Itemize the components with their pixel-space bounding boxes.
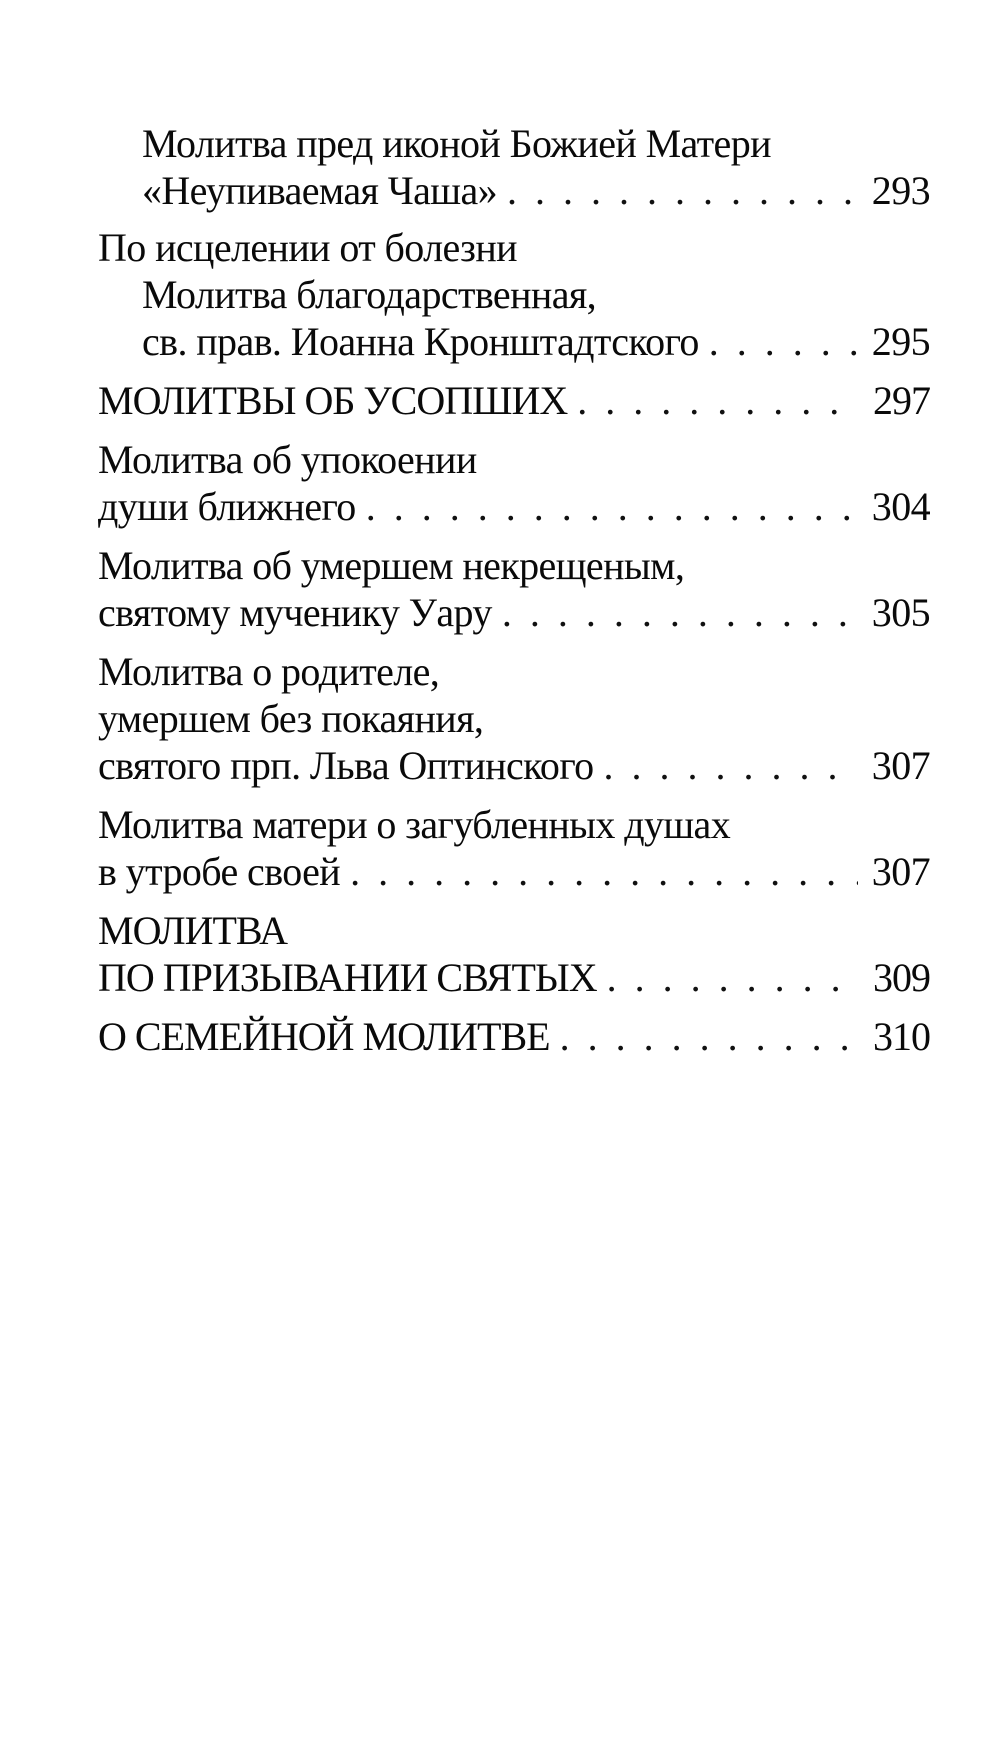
toc-entry-text: ПО ПРИЗЫВАНИИ СВЯТЫХ: [98, 955, 597, 1000]
toc-entry-line: [98, 224, 930, 271]
toc-entry: [98, 271, 930, 365]
toc-page-number: 295: [871, 319, 930, 364]
toc-entry-line: [98, 120, 930, 167]
toc-leader-dots: [492, 589, 858, 636]
toc-entry-line: [98, 589, 930, 636]
toc-page-number: 305: [871, 590, 930, 635]
toc-entry-text: Молитва о родителе,: [98, 649, 440, 694]
toc-entry: [98, 224, 930, 271]
toc-page-number: 309: [873, 955, 930, 1000]
toc-entry-text: умершем без покаяния,: [98, 696, 484, 741]
toc-entry-text: в утробе своей: [98, 849, 341, 894]
toc-leader-dots: [550, 1013, 858, 1060]
toc-entry-line: [98, 436, 930, 483]
toc-entry-line: [98, 954, 930, 1001]
toc-entry: [98, 907, 930, 1001]
toc-page-number: 304: [871, 484, 930, 529]
toc-entry-line: [98, 167, 930, 214]
toc-page-number: 297: [873, 378, 930, 423]
toc-entry: [98, 1013, 930, 1060]
toc-entry: [98, 801, 930, 895]
toc-entry-text: святого прп. Льва Оптинского: [98, 743, 594, 788]
toc-leader-dots: [699, 318, 858, 365]
toc-leader-dots: [597, 954, 858, 1001]
toc-entry-text: души ближнего: [98, 484, 356, 529]
toc-entry: [98, 377, 930, 424]
toc-entry-line: [98, 801, 930, 848]
toc-entry-line: [98, 648, 930, 695]
toc-entry-text: «Неупиваемая Чаша»: [142, 168, 498, 213]
toc-entry-line: [98, 318, 930, 365]
toc-entry-line: [98, 742, 930, 789]
toc-entry-line: [98, 483, 930, 530]
toc-entry-line: [98, 695, 930, 742]
toc-leader-dots: [497, 167, 858, 214]
toc-page-number: 307: [871, 849, 930, 894]
toc-page-number: 310: [873, 1014, 930, 1059]
toc-page-number: 307: [871, 743, 930, 788]
toc-entry: [98, 542, 930, 636]
toc-entry-line: [98, 377, 930, 424]
toc-entry: [98, 120, 930, 214]
toc-entry-text: МОЛИТВА: [98, 908, 287, 953]
toc-entry-text: святому мученику Уару: [98, 590, 492, 635]
toc-entry-text: О СЕМЕЙНОЙ МОЛИТВЕ: [98, 1014, 550, 1059]
toc-page-number: 293: [871, 168, 930, 213]
toc-entry-text: Молитва матери о загубленных душах: [98, 802, 731, 847]
toc-entry-text: МОЛИТВЫ ОБ УСОПШИХ: [98, 378, 568, 423]
toc-entry-line: [98, 542, 930, 589]
toc-entry-text: По исцелении от болезни: [98, 225, 517, 270]
toc-entry-line: [98, 848, 930, 895]
toc-entry: [98, 436, 930, 530]
table-of-contents: [98, 120, 930, 1074]
toc-leader-dots: [340, 848, 858, 895]
toc-leader-dots: [356, 483, 858, 530]
toc-entry-line: [98, 271, 930, 318]
toc-entry-text: Молитва пред иконой Божией Матери: [142, 121, 771, 166]
toc-entry-line: [98, 1013, 930, 1060]
toc-entry-text: Молитва благодарственная,: [142, 272, 597, 317]
toc-entry-line: [98, 907, 930, 954]
toc-leader-dots: [567, 377, 858, 424]
toc-entry: [98, 648, 930, 789]
toc-entry-text: Молитва об умершем некрещеным,: [98, 543, 685, 588]
toc-entry-text: св. прав. Иоанна Кронштадтского: [142, 319, 699, 364]
toc-entry-text: Молитва об упокоении: [98, 437, 477, 482]
toc-leader-dots: [594, 742, 858, 789]
